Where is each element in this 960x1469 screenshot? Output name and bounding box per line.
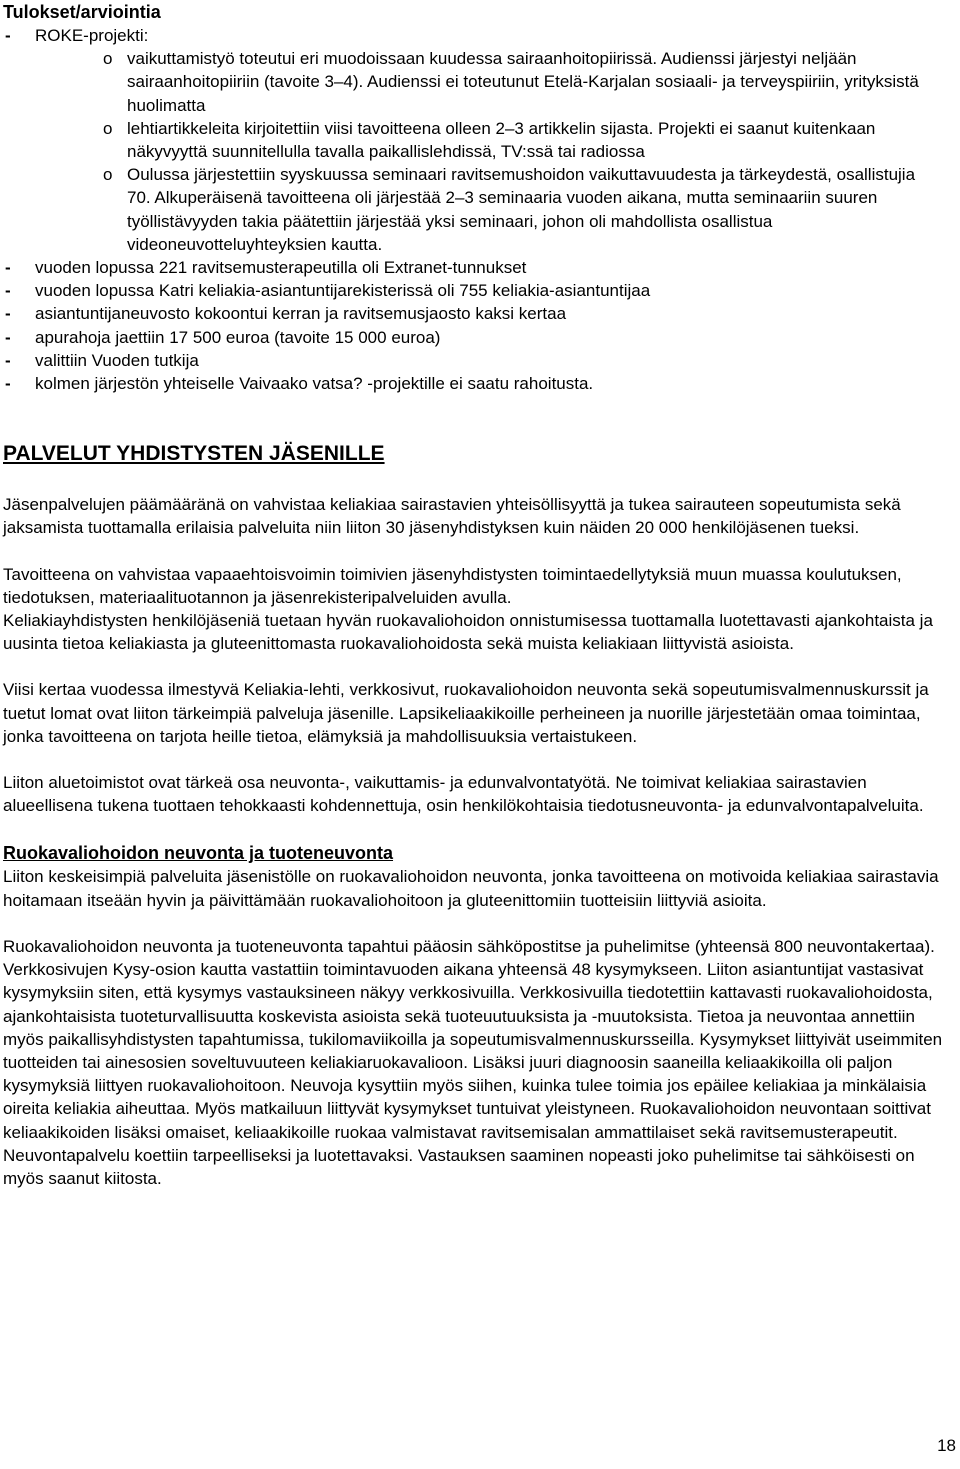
- dash-bullet: -: [5, 374, 11, 394]
- list-item: [3, 302, 943, 325]
- paragraph: Liiton keskeisimpiä palveluita jäsenistölle on ruokavaliohoidon neuvonta, jonka tavoitteena on motivoida keliakiaa sairastavia hoitamaan itseään hyvin ja päivittämään ruokavaliohoitoon ja gluteenittomiin tuotteisiin liittyviä asioita.: [3, 867, 939, 910]
- list-item: [3, 326, 943, 349]
- document-page: [3, 0, 943, 1190]
- dash-bullet: -: [5, 26, 11, 45]
- roke-row: [3, 24, 943, 47]
- list-item-text: vuoden lopussa 221 ravitsemusterapeutilla oli Extranet-tunnukset: [35, 258, 527, 278]
- list-item-text: valittiin Vuoden tutkija: [35, 350, 199, 370]
- dash-bullet: -: [5, 327, 11, 347]
- list-item: [3, 349, 943, 372]
- dash-bullet: -: [5, 281, 11, 301]
- circle-bullet: o: [103, 165, 113, 185]
- circle-bullet: o: [103, 49, 113, 69]
- roke-subitem: [3, 47, 943, 117]
- paragraph: Tavoitteena on vahvistaa vapaaehtoisvoimin toimivien jäsenyhdistysten toimintaedellytyksiä muun muassa koulutuksen, tiedotuksen, materiaalituotannon ja jäsenrekisteripalveluiden avulla.: [3, 564, 902, 607]
- roke-subitem-text: vaikuttamistyö toteutui eri muodoissaan kuudessa sairaanhoitopiirissä. Audienssi järjestyi neljään sairaanhoitopiiriin (tavoite 3–4). Audienssi ei toteutunut Etelä-Karjalan sosiaali- ja terveyspiiriin, yrityksistä huolimatta: [127, 49, 919, 115]
- paragraph: Liiton aluetoimistot ovat tärkeä osa neuvonta-, vaikuttamis- ja edunvalvontatyötä. Ne toimivat keliakiaa sairastavien alueellisena tukena tuottaen tehokkaasti kohdennettuja, osin henkilökohtaisia tiedotusneuvonta- ja edunvalvontapalveluita.: [3, 773, 924, 816]
- subsection-heading: Ruokavaliohoidon neuvonta ja tuoteneuvonta: [3, 843, 394, 864]
- paragraph: Ruokavaliohoidon neuvonta ja tuoteneuvonta tapahtui pääosin sähköpostitse ja puhelimitse (yhteensä 800 neuvontakertaa). Verkkosivujen Kysy-osion kautta vastattiin toimintavuoden aikana yhteensä 48 kysymykseen. Liiton asiantuntijat vastasivat kysymyksiin siten, että kysymys vastauksineen näkyy verkkosivuilla. Verkkosivuilla tiedotettiin kattavasti ruokavaliohoidosta, ajankohtaisista tuoteturvallisuutta koskevista asioista sekä tuoteuutuuksista ja -muutoksista. Tietoa ja neuvontaa annettiin myös paikallisyhdistysten tapahtumissa, tukilomaviikoilla ja sopeutumisvalmennuskursseilla. Kysymykset liittyivät useimmiten tuotteiden tai ainesosien soveltuvuuteen keliakiaruokavalioon. Lisäksi juuri diagnoosin saaneilla keliaakikoilla oli paljon kysymyksiä liittyen ruokavaliohoitoon. Neuvoja kysyttiin myös siihen, kuinka tulee toimia jos epäilee keliakiaa ja minkälaisia oireita keliakia aiheuttaa. Myös matkailuun liittyvät kysymykset tuntuivat yleistyneen. Ruokavaliohoidon neuvontaan soittivat keliaakikoiden lisäksi omaiset, keliaakikoille ruokaa valmistavat ravitsemisalan ammattilaiset sekä ravitsemusterapeutit. Neuvontapalvelu koettiin tarpeelliseksi ja luotettavaksi. Vastauksen saaminen nopeasti joko puhelimitse tai sähköisesti on myös saanut kiitosta.: [3, 936, 943, 1188]
- page-number: 18: [937, 1436, 956, 1455]
- roke-subitem-text: lehtiartikkeleita kirjoitettiin viisi tavoitteena olleen 2–3 artikkelin sijasta. Projekti ei saanut kuitenkaan näkyvyyttä suunnitellulla tavalla paikallislehdissä, TV:ssä tai radiossa: [127, 118, 876, 162]
- list-item: [3, 372, 943, 395]
- dash-bullet: -: [5, 258, 11, 278]
- list-item: [3, 256, 943, 279]
- roke-subitem: [3, 163, 943, 256]
- results-heading: Tulokset/arviointia: [3, 2, 161, 22]
- dash-bullet: -: [5, 304, 11, 324]
- paragraph: Keliakiayhdistysten henkilöjäseniä tuetaan hyvän ruokavaliohoidon onnistumisessa tuottamalla luotettavasti ajankohtaista ja uusinta tietoa keliakiasta ja gluteenittomasta ruokavaliohoidosta sekä muista keliakiaan liittyvistä asioista.: [3, 611, 933, 654]
- circle-bullet: o: [103, 118, 113, 138]
- roke-label: ROKE-projekti:: [35, 26, 149, 45]
- roke-subitem-text: Oulussa järjestettiin syyskuussa seminaari ravitsemushoidon vaikuttavuudesta ja tärkeydestä, osallistujia 70. Alkuperäisenä tavoitteena oli järjestää 2–3 seminaaria vuoden aikana, mutta seminaariin suuren työllistävyyden takia päätettiin järjestää yksi seminaari, johon oli mahdollista osallistua videoneuvotteluyhteyksien kautta.: [127, 165, 916, 254]
- list-item-text: kolmen järjestön yhteiselle Vaivaako vatsa? -projektille ei saatu rahoitusta.: [35, 374, 594, 394]
- list-item-text: apurahoja jaettiin 17 500 euroa (tavoite 15 000 euroa): [35, 327, 441, 347]
- section-heading: PALVELUT YHDISTYSTEN JÄSENILLE: [3, 442, 385, 466]
- paragraph: Jäsenpalvelujen päämääränä on vahvistaa keliakiaa sairastavien yhteisöllisyyttä ja tukea sairauteen sopeutumista sekä jaksamista tuottamalla erilaisia palveluita niin liiton 30 jäsenyhdistyksen kuin näiden 20 000 henkilöjäsenen tueksi.: [3, 495, 901, 538]
- list-item: [3, 279, 943, 302]
- paragraph: Viisi kertaa vuodessa ilmestyvä Keliakia-lehti, verkkosivut, ruokavaliohoidon neuvonta sekä sopeutumisvalmennuskurssit ja tuetut lomat ovat liiton tärkeimpiä palveluja jäsenille. Lapsikeliaakikoille perheineen ja nuorille järjestetään omaa toimintaa, jonka tavoitteena on tarjota heille tietoa, elämyksiä ja mahdollisuuksia vertaistukeen.: [3, 680, 929, 746]
- list-item-text: vuoden lopussa Katri keliakia-asiantuntijarekisterissä oli 755 keliakia-asiantuntijaa: [35, 281, 651, 301]
- roke-subitem: [3, 117, 943, 163]
- list-item-text: asiantuntijaneuvosto kokoontui kerran ja ravitsemusjaosto kaksi kertaa: [35, 304, 567, 324]
- dash-bullet: -: [5, 350, 11, 370]
